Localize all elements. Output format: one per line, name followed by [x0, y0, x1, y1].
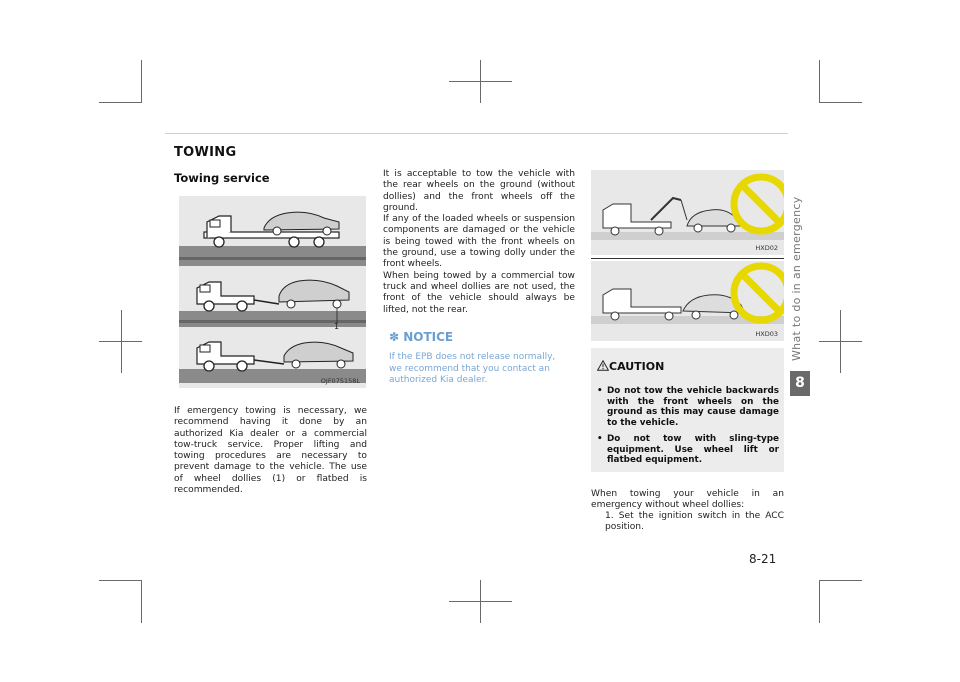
right-step: 1. Set the ignition switch in the ACC position.	[605, 511, 784, 533]
sling-tow-illustration	[591, 170, 784, 255]
subsection-title: Towing service	[174, 171, 270, 185]
figure-code: HXD02	[755, 244, 778, 252]
warning-triangle-icon	[597, 360, 609, 371]
towing-methods-illustration	[179, 196, 366, 388]
figure-divider	[591, 258, 784, 259]
caution-item-text: Do not tow with sling-type equipment. Use wheel lift or flatbed equipment.	[607, 434, 779, 465]
towing-methods-figure	[179, 196, 366, 388]
notice-title: ✽ NOTICE	[389, 330, 454, 344]
notice-text: If the EPB does not release normally, we recommend that you contact an authorized Kia dealer.	[389, 352, 556, 385]
right-paragraph: When towing your vehicle in an emergency without wheel dollies:	[591, 489, 784, 511]
caution-item-text: Do not tow the vehicle backwards with the front wheels on the ground as this may cause damage to the vehicle.	[607, 386, 779, 428]
header-rule	[165, 133, 788, 134]
caution-box	[591, 348, 784, 472]
chapter-number-tab: 8	[790, 371, 810, 396]
caution-title: CAUTION	[609, 360, 665, 373]
caution-item: • Do not tow with sling-type equipment. Use wheel lift or flatbed equipment.	[597, 434, 779, 465]
backward-tow-illustration	[591, 261, 784, 341]
figure-code: OJF075158L	[320, 377, 360, 385]
figure-code: HXD03	[755, 330, 778, 338]
dolly-callout-number: 1	[334, 322, 340, 331]
left-paragraph: If emergency towing is necessary, we recommend having it done by an authorized Kia dealer or a commercial tow-truck service. Proper lifting and towing procedures are necessary to prevent damage to the vehicle. The use of wheel dollies (1) or flatbed is recommended.	[174, 406, 367, 496]
middle-paragraph: When being towed by a commercial tow truck and wheel dollies are not used, the front of the vehicle should always be lifted, not the rear.	[383, 270, 575, 315]
middle-paragraph: If any of the loaded wheels or suspension components are damaged or the vehicle is being towed with the front wheels on the ground, use a towing dolly under the front wheels.	[383, 214, 575, 270]
page-number: 8-21	[749, 552, 777, 566]
caution-list	[597, 386, 779, 472]
chapter-label: What to do in an emergency	[790, 196, 803, 361]
middle-column	[383, 169, 575, 316]
backward-tow-figure	[591, 261, 784, 341]
middle-paragraph: It is acceptable to tow the vehicle with the rear wheels on the ground (without dollies) and the front wheels off the ground.	[383, 169, 575, 213]
sling-tow-figure	[591, 170, 784, 255]
caution-item: • Do not tow the vehicle backwards with the front wheels on the ground as this may cause damage to the vehicle.	[597, 386, 779, 428]
section-title: TOWING	[174, 145, 237, 160]
